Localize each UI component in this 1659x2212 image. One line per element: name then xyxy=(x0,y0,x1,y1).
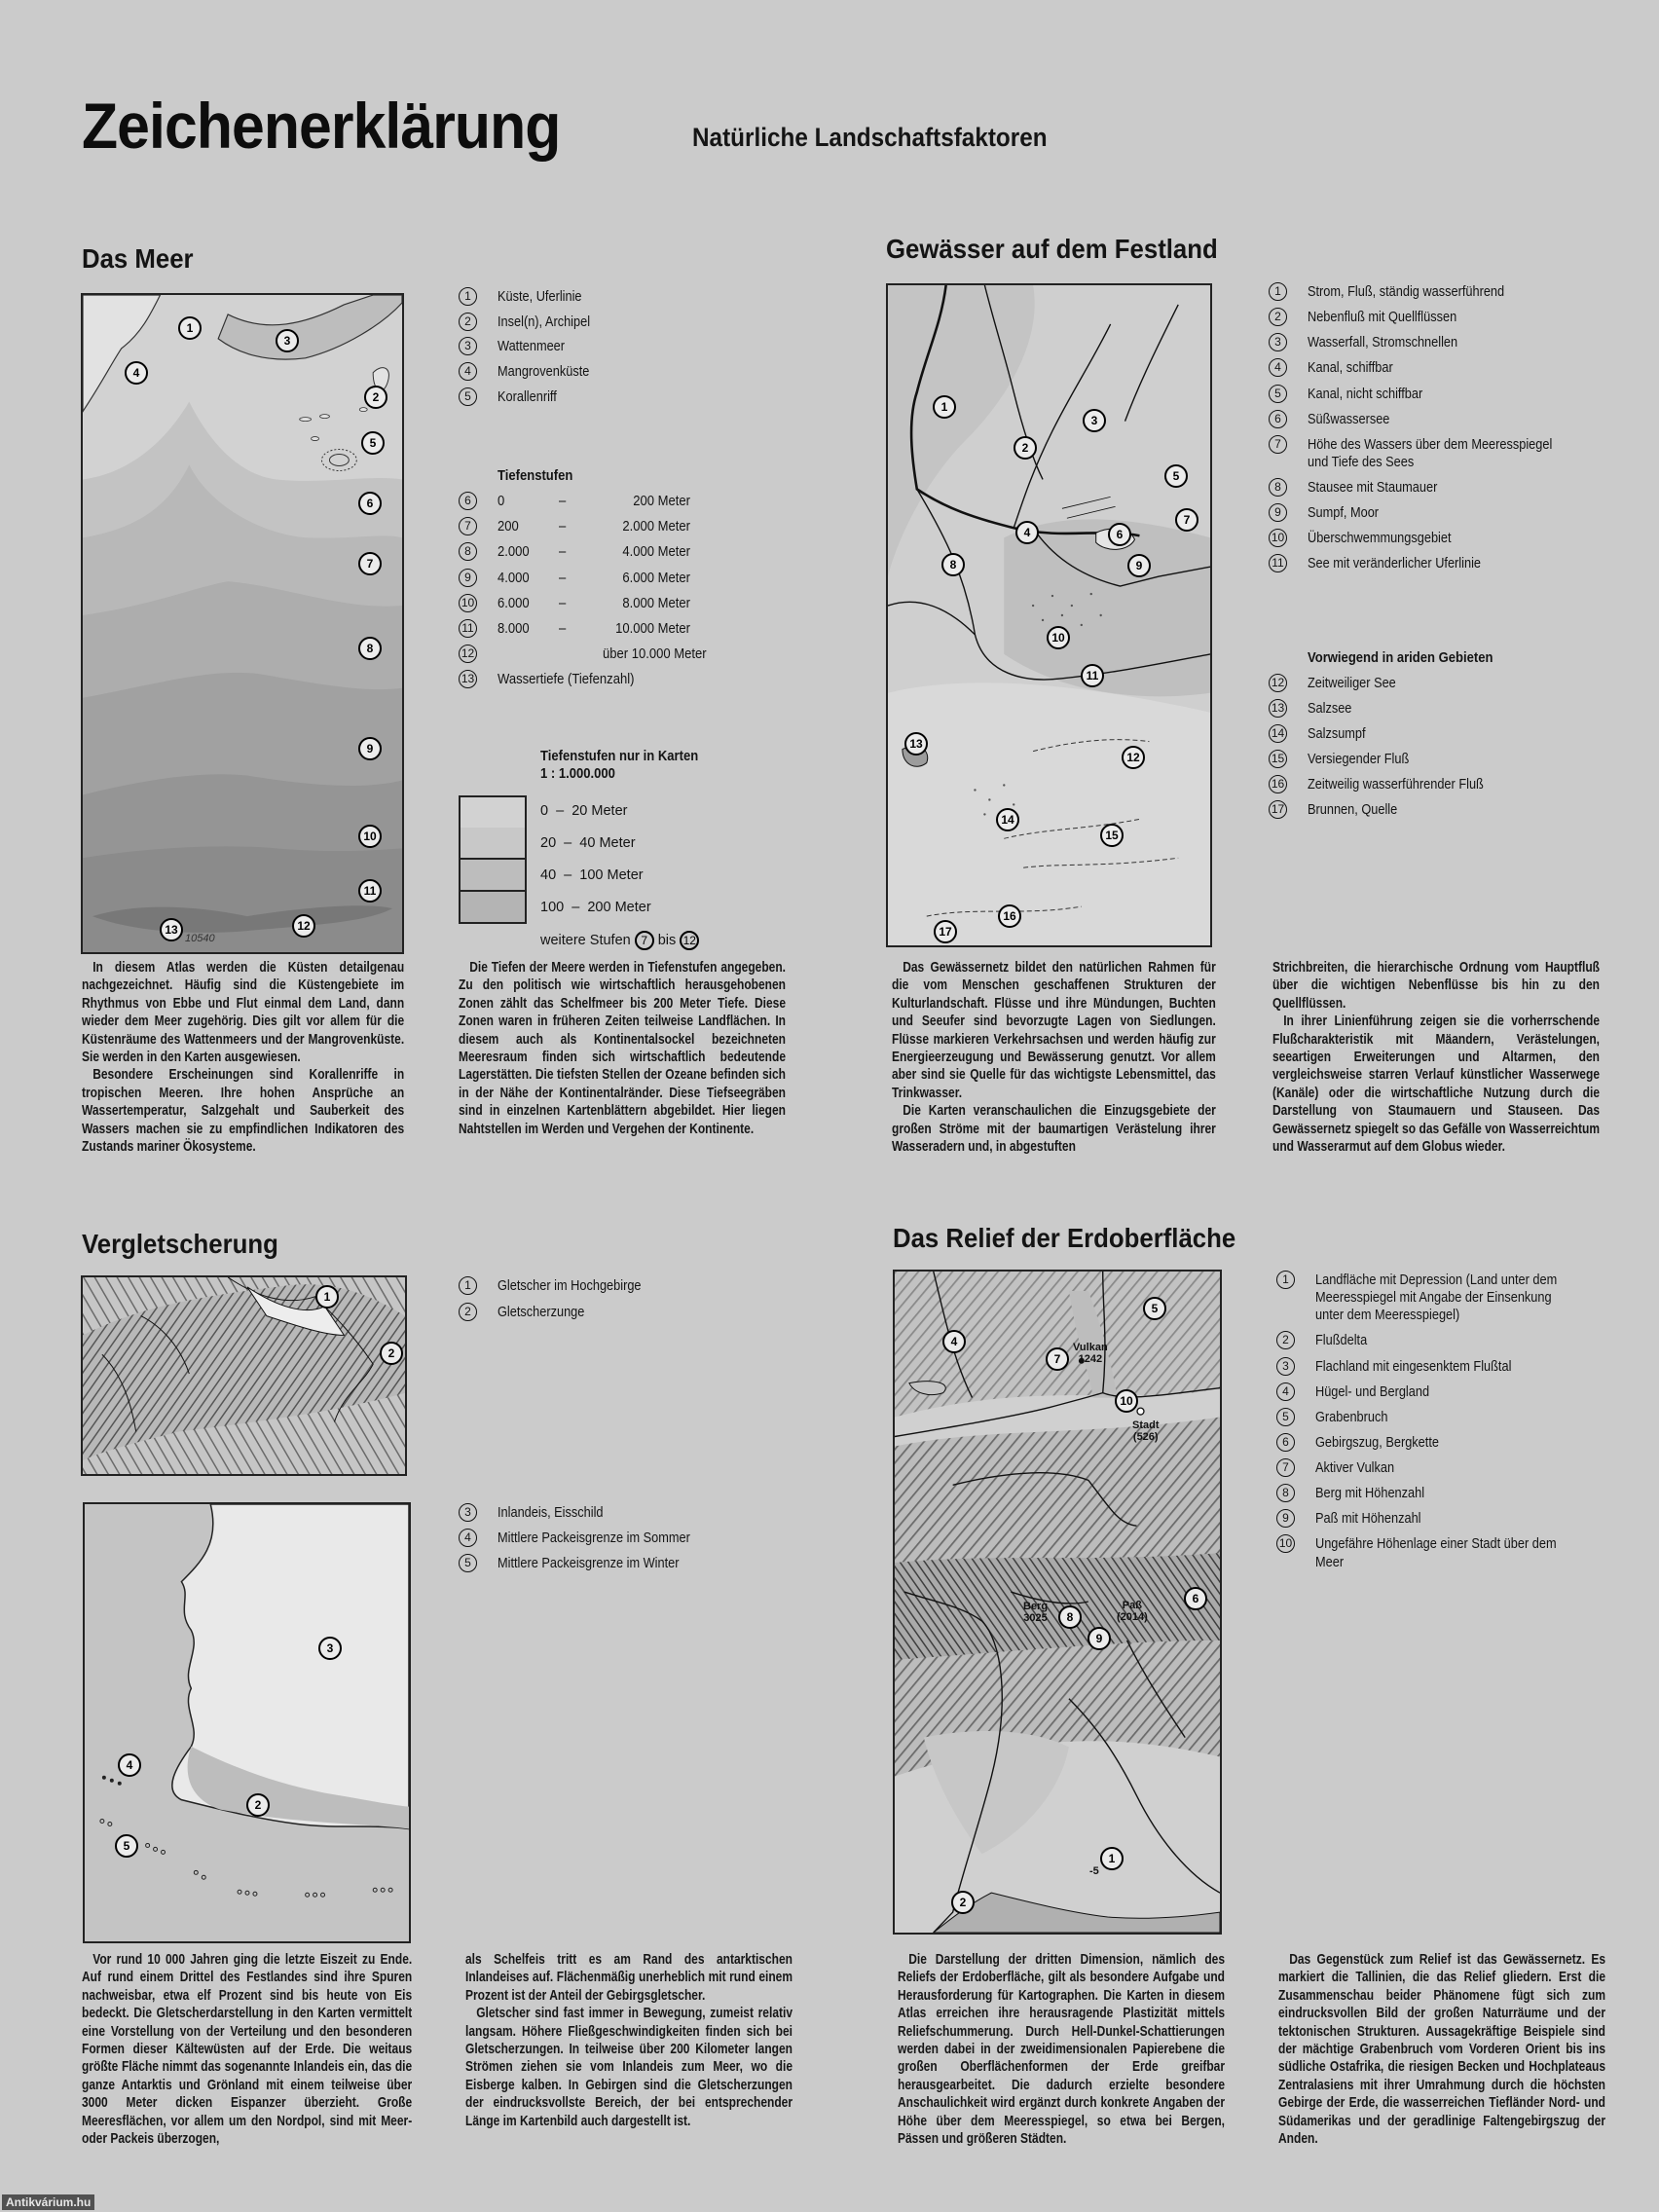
legend-label: Aktiver Vulkan xyxy=(1315,1460,1395,1476)
legend-label: Landfläche mit Depression (Land unter dem Meeresspiegel mit Angabe der Einsenkung unter dem Meeresspiegel) xyxy=(1315,1272,1558,1324)
further-label: weitere Stufen xyxy=(540,932,631,948)
legend-label: Gletscher im Hochgebirge xyxy=(498,1278,642,1294)
legend-label: Flachland mit eingesenktem Flußtal xyxy=(1315,1358,1512,1375)
number-badge: 17 xyxy=(1269,800,1287,819)
paragraph: Strichbreiten, die hierarchische Ordnung vom Hauptfluß über die wichtigen Nebenflüsse bis hin zu den Quellflüssen. xyxy=(1272,959,1600,1012)
legend-gletscher-b xyxy=(459,1504,717,1580)
pass-label xyxy=(1117,1600,1148,1623)
watermark: Antikvárium.hu xyxy=(2,2194,94,2210)
legend-item xyxy=(459,363,603,381)
map-marker: 4 xyxy=(125,361,148,385)
pass-height: (2014) xyxy=(1117,1611,1148,1623)
legend-item xyxy=(1276,1535,1598,1570)
map-marker: 11 xyxy=(1081,664,1104,687)
number-badge: 2 xyxy=(459,313,477,331)
map-marker: 8 xyxy=(358,637,382,660)
depth-dash: – xyxy=(559,494,567,510)
text-gletscher-col1 xyxy=(82,1951,412,2148)
legend-item xyxy=(1269,700,1600,718)
legend-label: Stausee mit Staumauer xyxy=(1308,480,1438,496)
legend-item xyxy=(1269,334,1600,351)
stadt-height: (526) xyxy=(1132,1431,1159,1443)
legend-item xyxy=(459,338,603,355)
depth-to: über 10.000 Meter xyxy=(603,645,707,662)
legend-depths xyxy=(459,467,712,696)
legend-label: Brunnen, Quelle xyxy=(1308,802,1398,819)
vulkan-height: 1242 xyxy=(1078,1353,1103,1365)
map-marker: 7 xyxy=(1175,508,1198,532)
legend-label: Salzsumpf xyxy=(1308,725,1366,742)
legend-label: See mit veränderlicher Uferlinie xyxy=(1308,556,1482,572)
legend-label: Küste, Uferlinie xyxy=(498,289,582,305)
map-marker: 6 xyxy=(1108,523,1131,546)
depth-dash xyxy=(559,671,603,688)
legend-item xyxy=(459,288,603,306)
number-badge: 8 xyxy=(459,542,477,561)
depth-from: Wassertiefe (Tiefenzahl) xyxy=(498,672,635,687)
map-marker: 9 xyxy=(1127,554,1151,577)
depth-swatch xyxy=(459,860,527,892)
page-title: Zeichenerklärung xyxy=(82,90,561,162)
map-marker: 1 xyxy=(933,395,956,419)
map-marker: 5 xyxy=(1143,1297,1166,1320)
map-marker: 13 xyxy=(904,732,928,756)
depth-item xyxy=(459,620,712,638)
number-badge: 2 xyxy=(459,1303,477,1321)
map-marker: 1 xyxy=(1100,1847,1124,1870)
legend-label: Grabenbruch xyxy=(1315,1409,1388,1425)
number-badge: 13 xyxy=(1269,699,1287,718)
legend-item xyxy=(1269,386,1600,403)
legend-item xyxy=(1269,530,1600,547)
legend-label: Strom, Fluß, ständig wasserführend xyxy=(1308,284,1505,300)
map-marker: 16 xyxy=(998,904,1021,928)
depth-from: 6.000 xyxy=(498,595,530,611)
map-marker: 10 xyxy=(1047,626,1070,649)
legend-label: Nebenfluß mit Quellflüssen xyxy=(1308,310,1457,326)
legend-item xyxy=(1276,1485,1598,1502)
paragraph: Das Gegenstück zum Relief ist das Gewässernetz. Es markiert die Tallinien, die das Relief gliedern. Erst die Zusammenschau beider Phänomene fügt sich zum eindrucksvollen Bild der großen Naturräume und der tektonischen Strukturen. Aussagekräftige Beispiele sind der mächtige Grabenbruch vom Vorderen Orient bis ins südliche Ostafrika, die riesigen Becken und Hochplateaus Zentralasiens mit ihrer Umrahmung durch die höchsten Gebirge der Erde, die wasserreichen Tiefländer Nord- und Südamerikas und der geradlinige Faltengebirgszug der Anden. xyxy=(1278,1951,1605,2148)
legend-item xyxy=(1276,1358,1598,1376)
number-badge: 6 xyxy=(459,492,477,510)
depth-to: 6.000 Meter xyxy=(622,570,690,586)
depth-dash xyxy=(559,645,603,663)
legend-item xyxy=(1269,725,1600,743)
map-marker: 11 xyxy=(358,879,382,903)
number-badge: 3 xyxy=(459,1503,477,1522)
legend-item xyxy=(459,1530,717,1547)
map-marker: 5 xyxy=(361,431,385,455)
legend-heading: Tiefenstufen nur in Karten xyxy=(540,749,699,764)
berg-label xyxy=(1023,1601,1048,1624)
legend-item xyxy=(1269,776,1600,793)
map-marker: 4 xyxy=(1015,521,1039,544)
map-marker: 5 xyxy=(1164,464,1188,488)
text-gewaesser-col1 xyxy=(892,959,1216,1156)
paragraph: Die Karten veranschaulichen die Einzugsgebiete der großen Ströme mit der baumartigen Verästelung ihrer Wasseradern und, in abgestuften xyxy=(892,1102,1216,1156)
depth-item xyxy=(459,518,712,535)
map-marker: 4 xyxy=(118,1753,141,1777)
legend-item xyxy=(459,1277,661,1295)
berg-name: Berg xyxy=(1023,1601,1049,1612)
depression-label: -5 xyxy=(1089,1865,1099,1877)
map-marker: 1 xyxy=(315,1285,339,1309)
depth-dash: – xyxy=(559,570,567,586)
legend-label: Überschwemmungsgebiet xyxy=(1308,531,1452,547)
map-marker: 9 xyxy=(1088,1627,1111,1650)
number-badge: 8 xyxy=(1276,1484,1295,1502)
depth-to xyxy=(603,671,690,688)
depth-dash: – xyxy=(559,519,567,535)
legend-label: Ungefähre Höhenlage einer Stadt über dem Meer xyxy=(1315,1536,1557,1570)
vulkan-label xyxy=(1073,1342,1108,1365)
map-marker: 2 xyxy=(951,1891,975,1914)
legend-label: Wattenmeer xyxy=(498,339,566,355)
legend-item xyxy=(459,313,603,331)
map-relief xyxy=(893,1270,1222,1935)
depth-item xyxy=(459,645,712,663)
depth-dash: – xyxy=(559,544,567,561)
legend-heading: Vorwiegend in ariden Gebieten xyxy=(1308,649,1493,666)
map-marker: 6 xyxy=(358,492,382,515)
number-badge: 5 xyxy=(1269,385,1287,403)
map-gewaesser-drawing xyxy=(888,285,1210,945)
legend-label: Zeitweiliger See xyxy=(1308,675,1396,691)
legend-item xyxy=(1269,675,1600,692)
map-marker: 14 xyxy=(996,808,1019,831)
number-badge: 1 xyxy=(1269,282,1287,301)
page-subtitle: Natürliche Landschaftsfaktoren xyxy=(692,123,1048,152)
number-badge: 12 xyxy=(680,931,699,950)
number-badge: 9 xyxy=(1269,503,1287,522)
number-badge: 16 xyxy=(1269,775,1287,793)
map-marker: 12 xyxy=(292,914,315,938)
legend-item xyxy=(1269,479,1600,497)
paragraph: Vor rund 10 000 Jahren ging die letzte Eiszeit zu Ende. Auf rund einem Drittel des Festlandes sind ihre Spuren nachweisbar, etwa elf Prozent sind bis heute von Eis bedeckt. Die Gletscherdarstellung in den Karten vermittelt eine Vorstellung von der Verteilung und den besonderen Formen dieser Kältewüsten auf der Erde. Die weitaus größte Fläche nimmt das sogenannte Inlandeis ein, das die ganze Antarktis und Grönland mit einem teilweise über 3000 Meter dicken Eispanzer überzieht. Große Meeresflächen, vor allem um den Nordpol, sind mit Meer- oder Packeis überzogen, xyxy=(82,1951,413,2148)
depth-to: 200 Meter xyxy=(633,494,690,510)
legend-label: Mangrovenküste xyxy=(498,363,590,380)
legend-item xyxy=(1276,1383,1598,1401)
map-marker: 15 xyxy=(1100,824,1124,847)
map-marker: 8 xyxy=(941,553,965,576)
number-badge: 2 xyxy=(1269,308,1287,326)
section-heading-relief: Das Relief der Erdoberfläche xyxy=(893,1223,1236,1253)
number-badge: 10 xyxy=(1276,1534,1295,1553)
map-marker: 8 xyxy=(1058,1605,1082,1629)
legend-meer xyxy=(459,288,603,413)
legend-label: Versiegender Fluß xyxy=(1308,752,1410,767)
number-badge: 8 xyxy=(1269,478,1287,497)
number-badge: 11 xyxy=(1269,554,1287,572)
stadt-label xyxy=(1132,1419,1160,1443)
map-marker: 2 xyxy=(1014,436,1037,460)
map-marker: 2 xyxy=(380,1342,403,1365)
legend-label: Mittlere Packeisgrenze im Sommer xyxy=(498,1530,690,1547)
map-marker: 5 xyxy=(115,1834,138,1858)
text-relief-col2 xyxy=(1278,1951,1605,2148)
legend-label: Paß mit Höhenzahl xyxy=(1315,1511,1421,1528)
pass-name: Paß xyxy=(1122,1600,1142,1611)
berg-height: 3025 xyxy=(1023,1612,1048,1624)
map-gewaesser xyxy=(886,283,1212,947)
legend-label: Flußdelta xyxy=(1315,1333,1368,1349)
map-marker: 3 xyxy=(276,329,299,352)
legend-label: Wasserfall, Stromschnellen xyxy=(1308,335,1458,351)
depth-from: 0 xyxy=(498,494,505,510)
map-meer xyxy=(81,293,404,954)
legend-item xyxy=(1269,411,1600,428)
depth-item xyxy=(459,543,712,561)
legend-label: Insel(n), Archipel xyxy=(498,313,591,330)
number-badge: 1 xyxy=(459,1276,477,1295)
number-badge: 10 xyxy=(459,594,477,612)
map-marker: 3 xyxy=(318,1637,342,1660)
number-badge: 4 xyxy=(459,362,477,381)
text-meer-col2 xyxy=(459,959,786,1138)
map-marker: 13 xyxy=(160,918,183,941)
legend-item xyxy=(459,1304,661,1321)
number-badge: 9 xyxy=(1276,1509,1295,1528)
number-badge: 4 xyxy=(1276,1382,1295,1401)
map-marker: 9 xyxy=(358,737,382,760)
map-marker: 4 xyxy=(942,1330,966,1353)
number-badge: 1 xyxy=(459,287,477,306)
legend-item xyxy=(1276,1510,1598,1528)
paragraph: In diesem Atlas werden die Küsten detailgenau nachgezeichnet. Häufig sind die Küstengebiete im Rhythmus von Ebbe und Flut einmal dem Land, dann wieder dem Meer zugehörig. Dies gilt vor allem für die Küstenräume des Wattenmeers und der Mangrovenküste. Sie werden in den Karten ausgewiesen. xyxy=(82,959,405,1066)
legend-heading: Tiefenstufen xyxy=(498,468,573,484)
depth-dash: – xyxy=(559,620,567,637)
number-badge: 1 xyxy=(1276,1271,1295,1289)
legend-item xyxy=(1276,1459,1598,1477)
paragraph: Gletscher sind fast immer in Bewegung, zumeist relativ langsam. Höhere Fließgeschwindigkeiten finden sich bei Gletscherzungen. In teilweise über 200 Kilometer langen Strömen ziehen sie vom Inlandeis zum Meer, wo die Eisberge kalben. In Gebirgen sind die Gletscherzungen der eindrucksvollste Bereich, der bei entsprechender Länge im Kartenbild auch dargestellt ist. xyxy=(465,2005,793,2129)
depth-item xyxy=(459,595,712,612)
map-marker: 2 xyxy=(364,386,387,409)
legend-label: Kanal, nicht schiffbar xyxy=(1308,386,1423,402)
number-badge: 7 xyxy=(459,517,477,535)
small-scale-heading xyxy=(540,748,716,783)
number-badge: 5 xyxy=(459,387,477,406)
legend-label: Höhe des Wassers über dem Meeresspiegel und Tiefe des Sees xyxy=(1308,436,1553,470)
depth-step: 20 – 40 Meter xyxy=(540,835,636,851)
legend-item xyxy=(1276,1409,1598,1426)
depth-to: 4.000 Meter xyxy=(622,544,690,561)
depth-from xyxy=(498,645,559,663)
legend-gewaesser xyxy=(1269,283,1600,827)
paragraph: als Schelfeis tritt es am Rand des antarktischen Inlandeises auf. Flächenmäßig unerheblich mit rund einem Prozent ist der Anteil der Gebirgsgletscher. xyxy=(465,1951,793,2004)
number-badge: 3 xyxy=(1269,333,1287,351)
depth-item xyxy=(459,671,712,688)
paragraph: Das Gewässernetz bildet den natürlichen Rahmen für die vom Menschen geschaffenen Strukturen der Kulturlandschaft. Flüsse und ihre Mündungen, Buchten und Seeufer sind bevorzugte Lagen von Siedlungen. Flüsse markieren Verkehrsachsen und werden häufig zur Energieerzeugung und Bewässerung genutzt. Vor allem aber sind sie Quelle für das wichtigste Lebensmittel, das Trinkwasser. xyxy=(892,959,1216,1101)
legend-item xyxy=(1269,504,1600,522)
further-steps xyxy=(540,931,699,950)
legend-item xyxy=(459,1555,717,1572)
text-meer-col1 xyxy=(82,959,404,1156)
paragraph: Besondere Erscheinungen sind Korallenriffe in tropischen Meeren. Ihre hohen Ansprüche an Wassertemperatur, Salzgehalt und Sauberkeit des Wassers machen sie zu empfindlichen Indikatoren des Zustands mariner Ökosysteme. xyxy=(82,1066,405,1156)
number-badge: 7 xyxy=(635,931,654,950)
depth-swatch xyxy=(459,795,527,830)
paragraph: Die Tiefen der Meere werden in Tiefenstufen angegeben. Zu den politisch wie wirtschaftlich herausgehobenen Zonen zählt das Schelfmeer bis 200 Meter Tiefe. Diese Zonen waren in früheren Zeiten teilweise Landflächen. In diesem auch als Kontinentalsockel bezeichneten Meeresraum finden sich wirtschaftlich bedeutende Lagerstätten. Die tiefsten Stellen der Ozeane befinden sich in der Nähe der Kontinentalränder. Diese Tiefseegräben sind in einzelnen Kartenblättern abgebildet. Hier liegen Nahtstellen im Werden und Vergehen der Kontinente. xyxy=(459,959,786,1137)
map-marker: 7 xyxy=(1046,1347,1069,1371)
depth-to: 8.000 Meter xyxy=(622,595,690,611)
legend-label: Kanal, schiffbar xyxy=(1308,360,1393,377)
map-meer-drawing xyxy=(83,295,402,952)
legend-item xyxy=(1269,283,1600,301)
paragraph: Die Darstellung der dritten Dimension, nämlich des Reliefs der Erdoberfläche, gilt als besondere Aufgabe und Herausforderung für Kartographen. Die Karten in diesem Atlas erreichen ihre herausragende Plastizität mittels Reliefschummerung. Durch Hell-Dunkel-Schattierungen werden dabei in der zweidimensionalen Papierebene die großen Oberflächenformen der Erde greifbar herausgearbeitet. Die dadurch erzielte besondere Anschaulichkeit wird ergänzt durch konkrete Angaben der Höhe über dem Meeresspiegel, so etwa bei Bergen, Pässen und größeren Städten. xyxy=(898,1951,1225,2148)
legend-label: Süßwassersee xyxy=(1308,411,1390,427)
legend-item xyxy=(1269,359,1600,377)
legend-label: Berg mit Höhenzahl xyxy=(1315,1486,1425,1502)
legend-label: Hügel- und Bergland xyxy=(1315,1383,1430,1400)
depth-to: 10.000 Meter xyxy=(615,620,690,637)
depth-from: 200 xyxy=(498,519,519,535)
depth-from: 8.000 xyxy=(498,620,530,637)
vulkan-name: Vulkan xyxy=(1073,1342,1108,1353)
map-marker: 1 xyxy=(178,316,202,340)
depth-number: 10540 xyxy=(185,933,215,944)
map-inlandeis-drawing xyxy=(85,1504,409,1941)
map-marker: 17 xyxy=(934,920,957,943)
depth-step: 0 – 20 Meter xyxy=(540,803,628,819)
number-badge: 6 xyxy=(1276,1433,1295,1452)
number-badge: 15 xyxy=(1269,750,1287,768)
depth-step: 40 – 100 Meter xyxy=(540,867,644,883)
legend-item xyxy=(1276,1332,1598,1349)
depth-to: 2.000 Meter xyxy=(622,519,690,535)
small-scale-steps xyxy=(540,802,699,950)
legend-item xyxy=(1269,555,1600,572)
number-badge: 4 xyxy=(1269,358,1287,377)
legend-item xyxy=(459,1504,717,1522)
map-marker: 10 xyxy=(358,825,382,848)
legend-item xyxy=(459,388,603,406)
stadt-name: Stadt xyxy=(1132,1419,1160,1431)
number-badge: 12 xyxy=(459,645,477,663)
map-marker: 10 xyxy=(1115,1389,1138,1413)
text-gewaesser-col2 xyxy=(1272,959,1600,1156)
depth-item xyxy=(459,570,712,587)
number-badge: 10 xyxy=(1269,529,1287,547)
legend-label: Gletscherzunge xyxy=(498,1305,585,1321)
legend-gletscher-a xyxy=(459,1277,661,1330)
number-badge: 3 xyxy=(459,337,477,355)
text-gletscher-col2 xyxy=(465,1951,793,2130)
number-badge: 5 xyxy=(1276,1408,1295,1426)
depth-swatch xyxy=(459,892,527,924)
legend-label: Korallenriff xyxy=(498,388,557,405)
legend-item xyxy=(1276,1434,1598,1452)
depth-item xyxy=(459,493,712,510)
map-marker: 2 xyxy=(246,1793,270,1817)
legend-label: Zeitweilig wasserführender Fluß xyxy=(1308,777,1484,793)
depth-swatch xyxy=(459,828,527,860)
legend-item xyxy=(1269,801,1600,819)
number-badge: 7 xyxy=(1276,1458,1295,1477)
map-gletscher-drawing xyxy=(83,1277,405,1474)
further-bis: bis xyxy=(657,932,677,948)
number-badge: 5 xyxy=(459,1554,477,1572)
legend-item xyxy=(1269,309,1600,326)
legend-label: Salzsee xyxy=(1308,700,1352,717)
paragraph: In ihrer Linienführung zeigen sie die vorherrschende Flußcharakteristik mit Mäandern, Verästelungen, seeartigen Erweiterungen und Altarmen, den vergleichsweise starren Verlauf künstlicher Wasserwege (Kanäle) oder die wirtschaftliche Nutzung durch die Darstellung von Staumauern und Stauseen. Das Gewässernetz spiegelt so das Gefälle von Wasserreichtum und Wasserarmut auf dem Globus wieder. xyxy=(1272,1013,1600,1156)
number-badge: 13 xyxy=(459,670,477,688)
map-inlandeis xyxy=(83,1502,411,1943)
map-marker: 12 xyxy=(1122,746,1145,769)
number-badge: 12 xyxy=(1269,674,1287,692)
scale-ratio: 1 : 1.000.000 xyxy=(540,766,615,783)
legend-item xyxy=(1276,1272,1598,1324)
section-heading-gewaesser: Gewässer auf dem Festland xyxy=(886,234,1218,264)
section-heading-vergletscherung: Vergletscherung xyxy=(82,1229,278,1259)
depth-from: 2.000 xyxy=(498,544,530,561)
legend-label: Sumpf, Moor xyxy=(1308,505,1380,522)
legend-item xyxy=(1269,751,1600,768)
legend-item xyxy=(1269,436,1600,471)
number-badge: 14 xyxy=(1269,724,1287,743)
map-marker: 7 xyxy=(358,552,382,575)
map-marker: 6 xyxy=(1184,1587,1207,1610)
number-badge: 7 xyxy=(1269,435,1287,454)
depth-dash: – xyxy=(559,595,567,611)
map-gletscher-hochgebirge xyxy=(81,1275,407,1476)
legend-label: Mittlere Packeisgrenze im Winter xyxy=(498,1556,680,1572)
legend-label: Inlandeis, Eisschild xyxy=(498,1505,604,1521)
number-badge: 4 xyxy=(459,1529,477,1547)
depth-step: 100 – 200 Meter xyxy=(540,900,651,915)
legend-label: Gebirgszug, Bergkette xyxy=(1315,1434,1439,1451)
number-badge: 3 xyxy=(1276,1357,1295,1376)
number-badge: 11 xyxy=(459,619,477,638)
map-marker: 3 xyxy=(1083,409,1106,432)
depth-from: 4.000 xyxy=(498,570,530,586)
legend-relief xyxy=(1276,1272,1598,1579)
section-heading-meer: Das Meer xyxy=(82,243,194,274)
number-badge: 9 xyxy=(459,569,477,587)
number-badge: 2 xyxy=(1276,1331,1295,1349)
text-relief-col1 xyxy=(898,1951,1225,2148)
number-badge: 6 xyxy=(1269,410,1287,428)
